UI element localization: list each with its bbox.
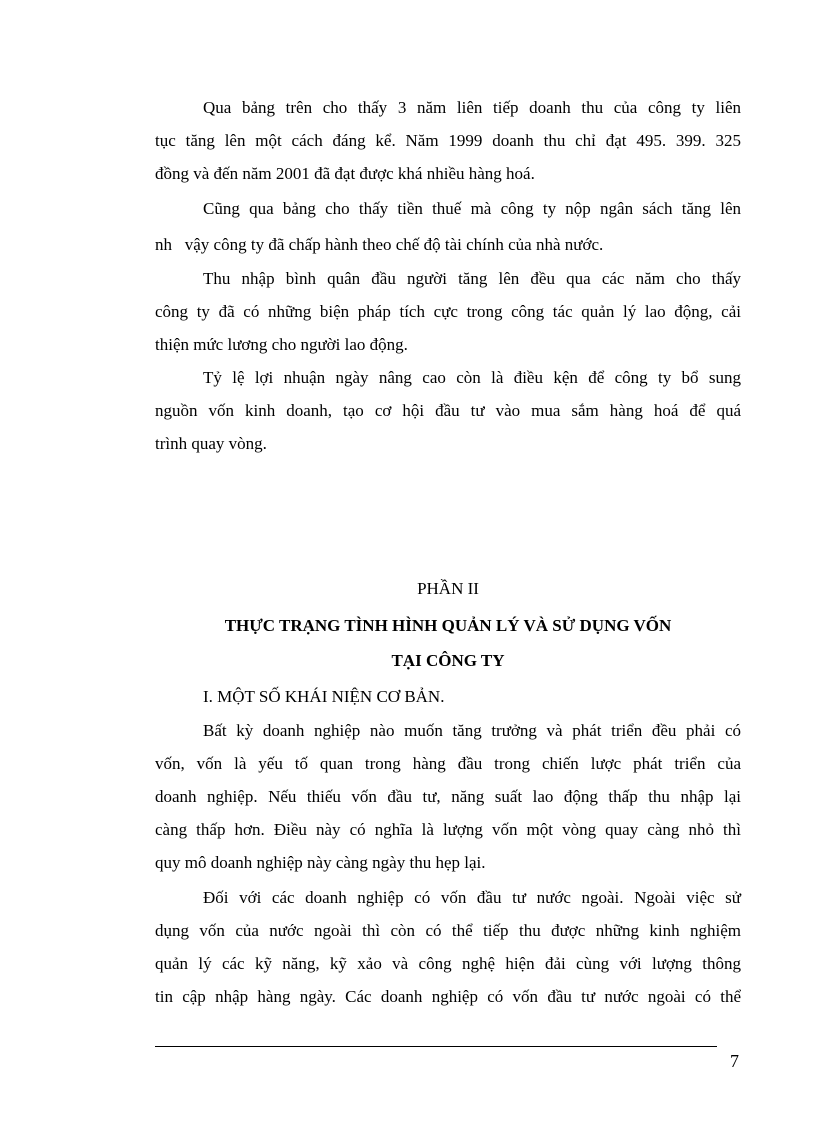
paragraph-line: quản lý các kỹ năng, kỹ xảo và công nghệ hiện đải cùng với lượng thông (155, 954, 741, 973)
paragraph-line: công ty đã có những biện pháp tích cực trong công tác quản lý lao động, cải (155, 302, 741, 321)
paragraph-line: đồng và đến năm 2001 đã đạt được khá nhiều hàng hoá. (155, 164, 535, 183)
paragraph-line: Qua bảng trên cho thấy 3 năm liên tiếp doanh thu của công ty liên (203, 98, 741, 117)
paragraph-line: vốn, vốn là yếu tố quan trong hàng đầu trong chiến lược phát triển của (155, 754, 741, 773)
paragraph-line: Bất kỳ doanh nghiệp nào muốn tăng trưởng và phát triển đều phải có (203, 721, 741, 740)
paragraph-line: doanh nghiệp. Nếu thiếu vốn đầu tư, năng suất lao động thấp thu nhập lại (155, 787, 741, 806)
paragraph-line: càng thấp hơn. Điều này có nghĩa là lượng vốn một vòng quay càng nhỏ thì (155, 820, 741, 839)
paragraph-line: thiện mức lương cho người lao động. (155, 335, 408, 354)
paragraph-line: dụng vốn của nước ngoài thì còn có thể tiếp thu được những kinh nghiệm (155, 921, 741, 940)
paragraph-line: tin cập nhập hàng ngày. Các doanh nghiệp có vốn đầu tư nước ngoài có thể (155, 987, 741, 1006)
paragraph-line: Thu nhập bình quân đầu người tăng lên đều qua các năm cho thấy (203, 269, 741, 288)
chapter-title-line-1: THỰC TRẠNG TÌNH HÌNH QUẢN LÝ VÀ SỬ DỤNG VỐN (224, 616, 672, 635)
paragraph-line: quy mô doanh nghiệp này càng ngày thu hẹp lại. (155, 853, 486, 872)
page-number: 7 (730, 1051, 739, 1071)
paragraph-line: Tỷ lệ lợi nhuận ngày nâng cao còn là điều kện để công ty bổ sung (203, 368, 741, 387)
paragraph-line: Cũng qua bảng cho thấy tiền thuế mà công ty nộp ngân sách tăng lên (203, 199, 741, 218)
paragraph-line: nh vậy công ty đã chấp hành theo chế độ tài chính của nhà nước. (155, 235, 604, 254)
chapter-title-line-2: TẠI CÔNG TY (391, 651, 505, 670)
paragraph-line: nguồn vốn kinh doanh, tạo cơ hội đầu tư vào mua sắm hàng hoá để quá (155, 401, 741, 420)
paragraph-line: tục tăng lên một cách đáng kể. Năm 1999 doanh thu chỉ đạt 495. 399. 325 (155, 131, 741, 150)
part-heading: PHẦN II (417, 579, 479, 598)
paragraph-line: trình quay vòng. (155, 434, 267, 453)
section-heading: I. MỘT SỐ KHÁI NIỆN CƠ BẢN. (203, 687, 445, 706)
footer-divider (155, 1046, 717, 1047)
paragraph-line: Đối với các doanh nghiệp có vốn đầu tư nước ngoài. Ngoài việc sử (203, 888, 741, 907)
